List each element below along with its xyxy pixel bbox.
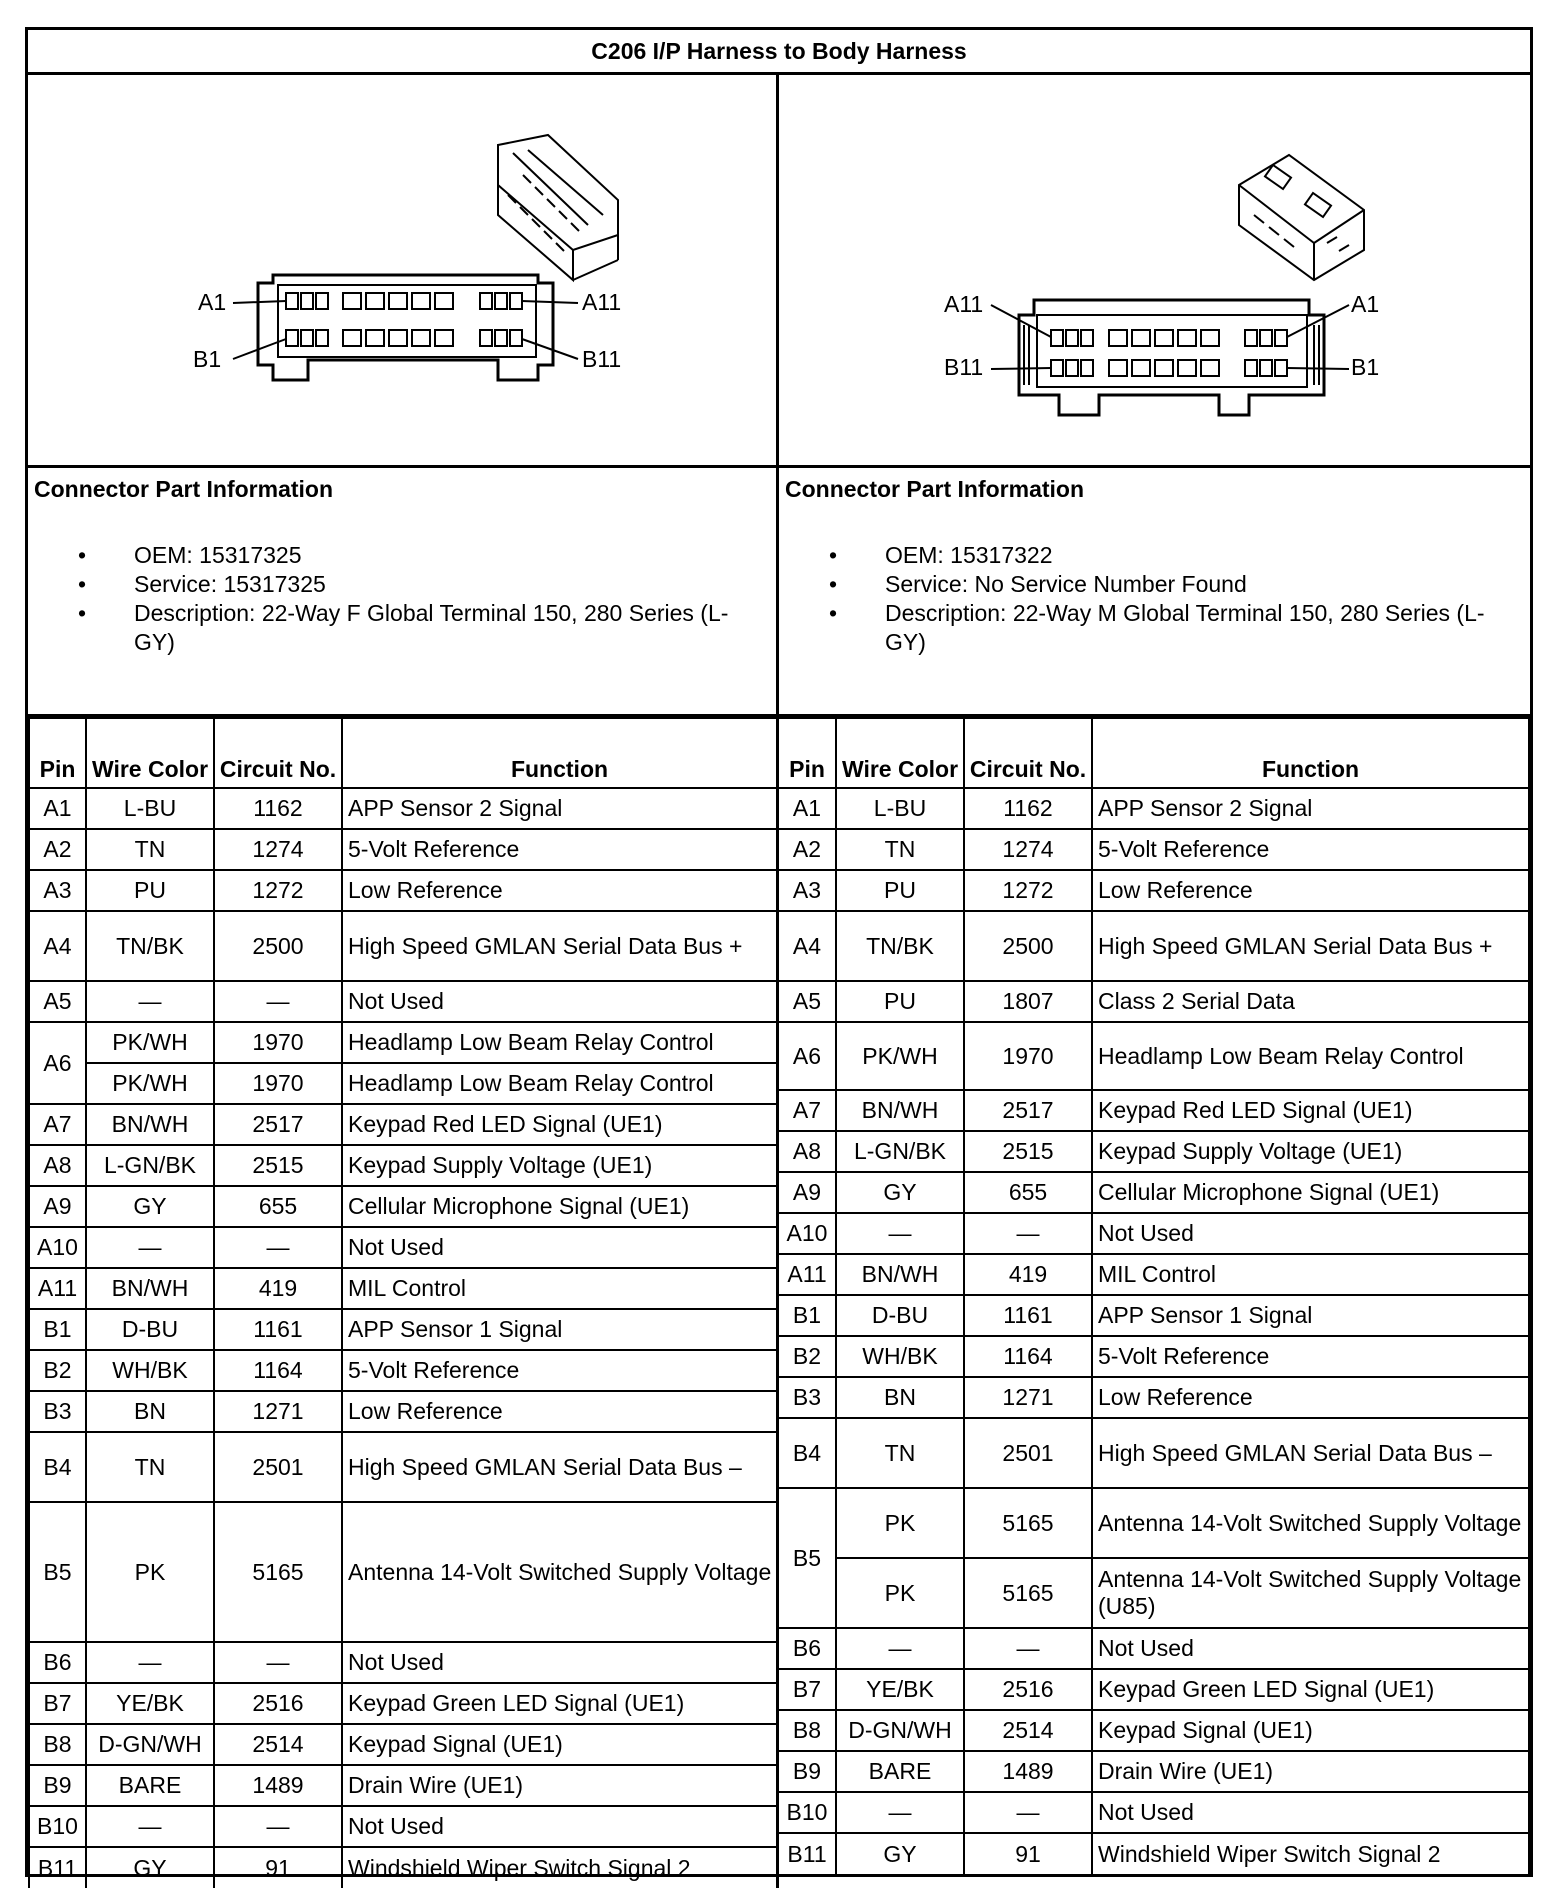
table-row — [779, 1254, 1529, 1295]
function-cell: Keypad Supply Voltage (UE1) — [342, 1145, 776, 1186]
pin-label-b11: B11 — [944, 354, 984, 380]
pin-cell: B4 — [779, 1418, 836, 1488]
circuit-cell: 5165 — [214, 1502, 342, 1642]
function-cell: Low Reference — [1092, 1377, 1529, 1418]
table-row — [779, 1669, 1529, 1710]
info-item-oem: • OEM: 15317325 — [28, 541, 776, 570]
pin-cell: A9 — [29, 1186, 86, 1227]
pin-cell: A8 — [29, 1145, 86, 1186]
function-cell: APP Sensor 1 Signal — [1092, 1295, 1529, 1336]
right-info-panel — [779, 468, 1530, 714]
color-cell: TN/BK — [86, 911, 214, 981]
color-cell: — — [836, 1628, 964, 1669]
circuit-cell: — — [214, 1227, 342, 1268]
table-row — [29, 1765, 776, 1806]
info-heading: Connector Part Information — [34, 476, 334, 502]
color-cell: D-BU — [86, 1309, 214, 1350]
circuit-cell: 2515 — [964, 1131, 1092, 1172]
circuit-cell: 1271 — [964, 1377, 1092, 1418]
left-drawing-panel — [28, 75, 779, 465]
circuit-cell: 5165 — [964, 1488, 1092, 1558]
pin-cell: A5 — [779, 981, 836, 1022]
pin-cell: B11 — [779, 1833, 836, 1874]
pin-cell: B8 — [779, 1710, 836, 1751]
table-row — [779, 1792, 1529, 1833]
table-row — [779, 788, 1529, 829]
info-list — [28, 541, 776, 657]
circuit-cell: 2516 — [964, 1669, 1092, 1710]
color-cell: BARE — [836, 1751, 964, 1792]
pin-cell: B3 — [29, 1391, 86, 1432]
circuit-cell: 1807 — [964, 981, 1092, 1022]
table-row — [779, 1131, 1529, 1172]
table-row — [29, 1502, 776, 1642]
table-row — [779, 1172, 1529, 1213]
table-row — [779, 1488, 1529, 1558]
color-cell: — — [86, 1227, 214, 1268]
table-row — [779, 1022, 1529, 1090]
table-row — [779, 1213, 1529, 1254]
function-cell: Headlamp Low Beam Relay Control — [1092, 1022, 1529, 1090]
color-cell: BN/WH — [836, 1254, 964, 1295]
table-row — [29, 1022, 776, 1063]
pin-table-left — [28, 717, 776, 1888]
pin-cell: B5 — [29, 1502, 86, 1642]
circuit-cell: 2501 — [964, 1418, 1092, 1488]
function-cell: Not Used — [1092, 1628, 1529, 1669]
table-row — [779, 911, 1529, 981]
pin-cell: B9 — [779, 1751, 836, 1792]
pin-cell: B11 — [29, 1847, 86, 1888]
function-cell: Keypad Green LED Signal (UE1) — [1092, 1669, 1529, 1710]
function-cell: Not Used — [342, 1642, 776, 1683]
pin-cell: B6 — [29, 1642, 86, 1683]
pin-cell: A7 — [779, 1090, 836, 1131]
pin-cell: A10 — [29, 1227, 86, 1268]
function-cell: Windshield Wiper Switch Signal 2 — [1092, 1833, 1529, 1874]
left-info-panel — [28, 468, 779, 714]
circuit-cell: 1970 — [214, 1022, 342, 1063]
circuit-cell: 2516 — [214, 1683, 342, 1724]
col-pin: Pin — [779, 718, 836, 788]
function-cell: Keypad Red LED Signal (UE1) — [1092, 1090, 1529, 1131]
table-row — [779, 1418, 1529, 1488]
circuit-cell: 1274 — [214, 829, 342, 870]
table-row — [779, 1628, 1529, 1669]
table-row — [29, 911, 776, 981]
pin-cell: B1 — [29, 1309, 86, 1350]
circuit-cell: 1489 — [964, 1751, 1092, 1792]
color-cell: BN — [86, 1391, 214, 1432]
table-row — [779, 1336, 1529, 1377]
circuit-cell: 2514 — [214, 1724, 342, 1765]
circuit-cell: 1161 — [214, 1309, 342, 1350]
col-function: Function — [1092, 718, 1529, 788]
table-row — [29, 1724, 776, 1765]
function-cell: Low Reference — [1092, 870, 1529, 911]
function-cell: Keypad Red LED Signal (UE1) — [342, 1104, 776, 1145]
right-drawing-panel — [779, 75, 1530, 465]
left-table-panel — [28, 717, 779, 1888]
color-cell: L-GN/BK — [836, 1131, 964, 1172]
pin-label-a1: A1 — [1351, 291, 1380, 317]
color-cell: L-BU — [836, 788, 964, 829]
info-item-oem: • OEM: 15317322 — [779, 541, 1530, 570]
color-cell: L-GN/BK — [86, 1145, 214, 1186]
pin-cell: B8 — [29, 1724, 86, 1765]
function-cell: High Speed GMLAN Serial Data Bus – — [342, 1432, 776, 1502]
info-item-description: • Description: 22-Way F Global Terminal 150, 280 Series (L-GY) — [28, 599, 776, 657]
page-title: C206 I/P Harness to Body Harness — [28, 30, 1530, 75]
function-cell: Cellular Microphone Signal (UE1) — [342, 1186, 776, 1227]
color-cell: WH/BK — [86, 1350, 214, 1391]
table-row — [29, 1227, 776, 1268]
pin-label-a11: A11 — [944, 291, 984, 317]
table-row — [29, 1268, 776, 1309]
connector-info — [28, 468, 1530, 717]
function-cell: Headlamp Low Beam Relay Control — [342, 1022, 776, 1063]
pin-label-b11: B11 — [582, 346, 622, 372]
color-cell: YE/BK — [86, 1683, 214, 1724]
pin-cell: A6 — [779, 1022, 836, 1090]
table-row — [29, 788, 776, 829]
circuit-cell: 1272 — [214, 870, 342, 911]
table-row — [29, 1145, 776, 1186]
pin-cell: B10 — [779, 1792, 836, 1833]
pin-cell: A3 — [779, 870, 836, 911]
function-cell: APP Sensor 2 Signal — [342, 788, 776, 829]
color-cell: PK — [836, 1558, 964, 1628]
function-cell: Drain Wire (UE1) — [342, 1765, 776, 1806]
connector-female-icon — [28, 75, 779, 465]
pin-cell: B2 — [29, 1350, 86, 1391]
color-cell: D-GN/WH — [836, 1710, 964, 1751]
function-cell: Cellular Microphone Signal (UE1) — [1092, 1172, 1529, 1213]
color-cell: PK/WH — [836, 1022, 964, 1090]
table-header — [29, 718, 776, 788]
function-cell: 5-Volt Reference — [1092, 829, 1529, 870]
pin-label-a11: A11 — [582, 289, 622, 315]
function-cell: Keypad Signal (UE1) — [1092, 1710, 1529, 1751]
pin-cell: B7 — [779, 1669, 836, 1710]
pin-cell: A4 — [29, 911, 86, 981]
col-function: Function — [342, 718, 776, 788]
circuit-cell: 1162 — [214, 788, 342, 829]
table-row — [779, 870, 1529, 911]
function-cell: Not Used — [1092, 1213, 1529, 1254]
pin-cell: A11 — [29, 1268, 86, 1309]
color-cell: — — [86, 1806, 214, 1847]
pin-cell: B10 — [29, 1806, 86, 1847]
connector-male-icon — [779, 75, 1530, 465]
pin-cell: A10 — [779, 1213, 836, 1254]
table-row — [29, 1847, 776, 1888]
circuit-cell: 1274 — [964, 829, 1092, 870]
table-row — [29, 1186, 776, 1227]
function-cell: Not Used — [1092, 1792, 1529, 1833]
connector-sheet — [25, 27, 1533, 1881]
circuit-cell: 2517 — [964, 1090, 1092, 1131]
function-cell: Not Used — [342, 1227, 776, 1268]
table-row — [29, 981, 776, 1022]
table-row — [779, 981, 1529, 1022]
color-cell: TN — [836, 829, 964, 870]
color-cell: PK/WH — [86, 1063, 214, 1104]
color-cell: BN/WH — [836, 1090, 964, 1131]
function-cell: High Speed GMLAN Serial Data Bus + — [1092, 911, 1529, 981]
function-cell: Headlamp Low Beam Relay Control — [342, 1063, 776, 1104]
table-row — [29, 829, 776, 870]
pin-tables — [28, 717, 1530, 1888]
function-cell: Low Reference — [342, 1391, 776, 1432]
color-cell: PU — [86, 870, 214, 911]
circuit-cell: 91 — [964, 1833, 1092, 1874]
function-cell: Antenna 14-Volt Switched Supply Voltage — [1092, 1488, 1529, 1558]
circuit-cell: 1162 — [964, 788, 1092, 829]
pin-cell: B6 — [779, 1628, 836, 1669]
circuit-cell: 5165 — [964, 1558, 1092, 1628]
pin-cell: B5 — [779, 1488, 836, 1628]
circuit-cell: 1272 — [964, 870, 1092, 911]
table-row — [29, 870, 776, 911]
function-cell: 5-Volt Reference — [342, 1350, 776, 1391]
color-cell: BN — [836, 1377, 964, 1418]
color-cell: — — [836, 1213, 964, 1254]
pin-cell: A3 — [29, 870, 86, 911]
color-cell: PU — [836, 870, 964, 911]
color-cell: PK — [86, 1502, 214, 1642]
circuit-cell: — — [964, 1213, 1092, 1254]
pin-cell: B3 — [779, 1377, 836, 1418]
circuit-cell: 2515 — [214, 1145, 342, 1186]
function-cell: Windshield Wiper Switch Signal 2 — [342, 1847, 776, 1888]
pin-cell: A1 — [779, 788, 836, 829]
color-cell: BN/WH — [86, 1268, 214, 1309]
pin-cell: B4 — [29, 1432, 86, 1502]
connector-drawings — [28, 75, 1530, 468]
color-cell: YE/BK — [836, 1669, 964, 1710]
function-cell: 5-Volt Reference — [342, 829, 776, 870]
col-pin: Pin — [29, 718, 86, 788]
pin-cell: A11 — [779, 1254, 836, 1295]
color-cell: PK — [836, 1488, 964, 1558]
circuit-cell: 2501 — [214, 1432, 342, 1502]
pin-label-b1: B1 — [193, 346, 222, 372]
table-row — [779, 1377, 1529, 1418]
color-cell: L-BU — [86, 788, 214, 829]
table-row — [779, 1295, 1529, 1336]
pin-cell: B1 — [779, 1295, 836, 1336]
color-cell: — — [86, 981, 214, 1022]
info-heading: Connector Part Information — [785, 476, 1085, 502]
circuit-cell: 2500 — [964, 911, 1092, 981]
pin-cell: A5 — [29, 981, 86, 1022]
table-row — [29, 1350, 776, 1391]
color-cell: — — [86, 1642, 214, 1683]
pin-cell: A8 — [779, 1131, 836, 1172]
color-cell: D-GN/WH — [86, 1724, 214, 1765]
color-cell: TN — [86, 829, 214, 870]
circuit-cell: 655 — [214, 1186, 342, 1227]
function-cell: High Speed GMLAN Serial Data Bus – — [1092, 1418, 1529, 1488]
circuit-cell: 1489 — [214, 1765, 342, 1806]
table-row — [29, 1063, 776, 1104]
right-table-panel — [779, 717, 1530, 1888]
pin-cell: A6 — [29, 1022, 86, 1104]
color-cell: TN — [86, 1432, 214, 1502]
function-cell: Not Used — [342, 1806, 776, 1847]
circuit-cell: 91 — [214, 1847, 342, 1888]
color-cell: GY — [86, 1847, 214, 1888]
pin-cell: B9 — [29, 1765, 86, 1806]
table-row — [779, 829, 1529, 870]
pin-cell: A7 — [29, 1104, 86, 1145]
color-cell: PU — [836, 981, 964, 1022]
circuit-cell: 1970 — [964, 1022, 1092, 1090]
function-cell: APP Sensor 1 Signal — [342, 1309, 776, 1350]
function-cell: MIL Control — [342, 1268, 776, 1309]
function-cell: Class 2 Serial Data — [1092, 981, 1529, 1022]
pin-label-a1: A1 — [198, 289, 227, 315]
color-cell: — — [836, 1792, 964, 1833]
circuit-cell: 419 — [964, 1254, 1092, 1295]
color-cell: TN/BK — [836, 911, 964, 981]
table-row — [29, 1104, 776, 1145]
function-cell: Low Reference — [342, 870, 776, 911]
circuit-cell: 1970 — [214, 1063, 342, 1104]
pin-cell: A9 — [779, 1172, 836, 1213]
color-cell: TN — [836, 1418, 964, 1488]
circuit-cell: 419 — [214, 1268, 342, 1309]
table-row — [779, 1090, 1529, 1131]
function-cell: Antenna 14-Volt Switched Supply Voltage (U85) — [1092, 1558, 1529, 1628]
circuit-cell: 2517 — [214, 1104, 342, 1145]
table-row — [29, 1309, 776, 1350]
function-cell: Keypad Signal (UE1) — [342, 1724, 776, 1765]
function-cell: APP Sensor 2 Signal — [1092, 788, 1529, 829]
table-row — [779, 1833, 1529, 1874]
circuit-cell: — — [214, 1642, 342, 1683]
table-row — [779, 1558, 1529, 1628]
info-item-service: • Service: No Service Number Found — [779, 570, 1530, 599]
color-cell: BARE — [86, 1765, 214, 1806]
function-cell: MIL Control — [1092, 1254, 1529, 1295]
info-item-description: • Description: 22-Way M Global Terminal 150, 280 Series (L-GY) — [779, 599, 1530, 657]
col-wire-color: Wire Color — [86, 718, 214, 788]
info-item-service: • Service: 15317325 — [28, 570, 776, 599]
table-row — [29, 1391, 776, 1432]
circuit-cell: 1271 — [214, 1391, 342, 1432]
function-cell: Keypad Supply Voltage (UE1) — [1092, 1131, 1529, 1172]
pin-table-right — [779, 717, 1530, 1874]
circuit-cell: 655 — [964, 1172, 1092, 1213]
col-wire-color: Wire Color — [836, 718, 964, 788]
pin-cell: A2 — [779, 829, 836, 870]
function-cell: 5-Volt Reference — [1092, 1336, 1529, 1377]
table-row — [29, 1432, 776, 1502]
function-cell: Keypad Green LED Signal (UE1) — [342, 1683, 776, 1724]
color-cell: WH/BK — [836, 1336, 964, 1377]
circuit-cell: 2500 — [214, 911, 342, 981]
table-row — [779, 1710, 1529, 1751]
circuit-cell: 1161 — [964, 1295, 1092, 1336]
circuit-cell: — — [214, 1806, 342, 1847]
pin-cell: A2 — [29, 829, 86, 870]
table-row — [29, 1642, 776, 1683]
color-cell: GY — [86, 1186, 214, 1227]
circuit-cell: — — [964, 1792, 1092, 1833]
function-cell: High Speed GMLAN Serial Data Bus + — [342, 911, 776, 981]
col-circuit: Circuit No. — [214, 718, 342, 788]
function-cell: Drain Wire (UE1) — [1092, 1751, 1529, 1792]
pin-cell: A1 — [29, 788, 86, 829]
function-cell: Not Used — [342, 981, 776, 1022]
color-cell: GY — [836, 1833, 964, 1874]
circuit-cell: 1164 — [214, 1350, 342, 1391]
table-row — [29, 1806, 776, 1847]
pin-cell: B7 — [29, 1683, 86, 1724]
col-circuit: Circuit No. — [964, 718, 1092, 788]
pin-cell: A4 — [779, 911, 836, 981]
circuit-cell: — — [214, 981, 342, 1022]
pin-label-b1: B1 — [1351, 354, 1380, 380]
table-row — [29, 1683, 776, 1724]
color-cell: D-BU — [836, 1295, 964, 1336]
color-cell: BN/WH — [86, 1104, 214, 1145]
table-header — [779, 718, 1529, 788]
pin-cell: B2 — [779, 1336, 836, 1377]
color-cell: PK/WH — [86, 1022, 214, 1063]
function-cell: Antenna 14-Volt Switched Supply Voltage — [342, 1502, 776, 1642]
circuit-cell: 2514 — [964, 1710, 1092, 1751]
color-cell: GY — [836, 1172, 964, 1213]
circuit-cell: — — [964, 1628, 1092, 1669]
info-list — [779, 541, 1530, 657]
circuit-cell: 1164 — [964, 1336, 1092, 1377]
table-row — [779, 1751, 1529, 1792]
